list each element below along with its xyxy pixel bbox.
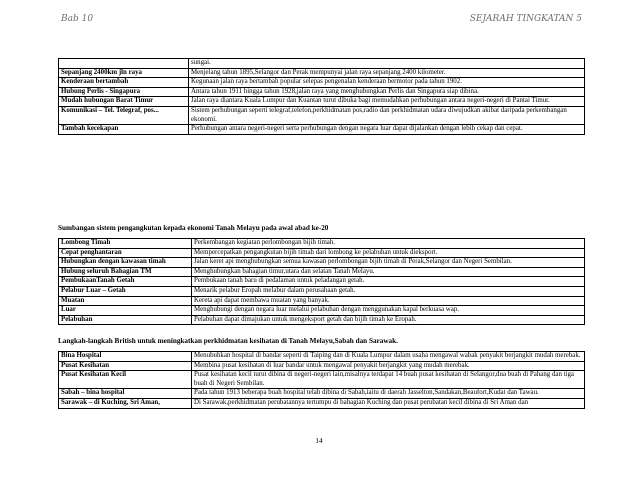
row-key: Hubung seluruh Bahagian TM	[59, 267, 192, 277]
table-row	[59, 97, 585, 107]
row-description: Jalan keret api menghubungkan semua kawasan perlombongan bijih timah di Perak,Selangor dan Negeri Sembilan.	[192, 258, 585, 268]
section-title-transport-economy: Sumbangan sistem pengangkutan kepada ekonomi Tanah Melayu pada awal abad ke-20	[58, 224, 329, 232]
row-description: sungai.	[189, 59, 585, 69]
row-key: Hubungkan dengan kawasan timah	[59, 258, 192, 268]
row-description: Perkembangan kegiatan perlombongan bijih timah.	[192, 239, 585, 249]
table-row	[59, 306, 585, 316]
header-subject: SEJARAH TINGKATAN 5	[469, 14, 582, 24]
table-row	[59, 78, 585, 88]
table-row	[59, 59, 585, 69]
header-chapter: Bab 10	[61, 14, 94, 24]
row-description: Kereta api dapat membawa muatan yang banyak.	[192, 296, 585, 306]
row-description: Pada tahun 1913 beberapa buah hospital telah dibina di Sabah,iaitu di daerah Jasselton,Sandakan,Beaufort,Kudat dan Tawau.	[192, 389, 585, 399]
row-description: Mempercepatkan pengangkutan bijih timah dari lombong ke pelabuhan untuk dieksport.	[192, 248, 585, 258]
row-key: Pusat Kesihatan Kecil	[59, 371, 192, 389]
table-row	[59, 125, 585, 135]
row-key: Cepat penghantaran	[59, 248, 192, 258]
row-key: Hubung Perlis - Singapura	[59, 87, 189, 97]
row-key: Bina Hospital	[59, 352, 192, 362]
table-row	[59, 352, 585, 362]
table-row	[59, 267, 585, 277]
row-key: Mudah hubungan Barat Timur	[59, 97, 189, 107]
table-row	[59, 87, 585, 97]
table-row	[59, 248, 585, 258]
table-row	[59, 296, 585, 306]
table-row	[59, 389, 585, 399]
row-description: Menghubungi dengan negara luar melalui pelabuhan dengan menggunakan kapal berkuasa wap.	[192, 306, 585, 316]
row-key: Pelabur Luar – Getah	[59, 286, 192, 296]
economy-table	[58, 238, 585, 325]
table-row	[59, 315, 585, 325]
row-description: Pusat kesihatan kecil turut dibina di negeri-negeri lain,misalnya terdapat 14 buah pusat kesihatan di Selangor,dua buah di Pahang dan tiga buah di Negeri Sembilan.	[192, 371, 585, 389]
row-key: Sabah – bina hospital	[59, 389, 192, 399]
row-key: PembukaanTanah Getah	[59, 277, 192, 287]
row-key: Lombong Timah	[59, 239, 192, 249]
page-number: 14	[315, 436, 323, 445]
row-description: Menjelang tahun 1895,Selangor dan Perak mempunyai jalan raya sepanjang 2400 kilometer.	[189, 68, 585, 78]
table-row	[59, 371, 585, 389]
row-description: Pembukaan tanah baru di pedalaman untuk peladangan getah.	[192, 277, 585, 287]
row-description: Menarik pelabur Eropah melabur dalam perusahaan getah.	[192, 286, 585, 296]
table-row	[59, 398, 585, 408]
health-table	[58, 351, 585, 409]
transport-table	[58, 58, 585, 135]
row-description: Antara tahun 1911 hingga tahun 1928,jalan raya yang menghubungkan Perlis dan Singapura siap dibina.	[189, 87, 585, 97]
row-key: Tambah kecekapan	[59, 125, 189, 135]
row-key: Kenderaan bertambah	[59, 78, 189, 88]
row-description: Sistem perhubungan seperti telegraf,telefon,perkhidmatan pos,radio dan perkhidmatan udara diwujudkan akibat daripada perkembangan ekonomi.	[189, 106, 585, 124]
row-key: Pelabuhan	[59, 315, 192, 325]
row-key: Sarawak – di Kuching, Sri Aman,	[59, 398, 192, 408]
row-key: Pusat Kesihatan	[59, 361, 192, 371]
row-description: Menubuhkan hospital di bandar seperti di Taiping dan di Kuala Lumpur dalam usaha mengawal wabak penyakit berjangkit mudah merebak.	[192, 352, 585, 362]
row-description: Kegunaan jalan raya bertambah popular selepas pengenalan kenderaan bermotor pada tahun 1902.	[189, 78, 585, 88]
table-row	[59, 68, 585, 78]
table-row	[59, 277, 585, 287]
table-row	[59, 361, 585, 371]
table-row	[59, 258, 585, 268]
row-description: Membina pusat kesihatan di luar bandar untuk mengawal penyakit berjangkit yang mudah merebak.	[192, 361, 585, 371]
row-key: Muatan	[59, 296, 192, 306]
row-description: Jalan raya diantara Kuala Lumpur dan Kuantan turut dibuka bagi memudahkan perhubungan antara negeri-negeri di Pantai Timur.	[189, 97, 585, 107]
table-row	[59, 106, 585, 124]
row-description: Di Sarawak,perkhidmatan perubatannya tertumpu di bahagian Kuching dan pusat perubatan kecil dibina di Sri Aman dan	[192, 398, 585, 408]
row-key	[59, 59, 189, 69]
table-row	[59, 286, 585, 296]
row-description: Menghubungkan bahagian timur,utara dan selatan Tanah Melayu.	[192, 267, 585, 277]
row-key: Luar	[59, 306, 192, 316]
row-key: Sepanjang 2400km jln raya	[59, 68, 189, 78]
row-description: Pelabuhan dapat dimajukan untuk mengeksport getah dan bijih timah ke Eropah.	[192, 315, 585, 325]
table-row	[59, 239, 585, 249]
row-description: Perhubungan antara negeri-negeri serta perhubungan dengan negara luar dapat dijalankan dengan lebih cekap dan cepat.	[189, 125, 585, 135]
section-title-health: Langkah-langkah British untuk meningkatkan perkhidmatan kesihatan di Tanah Melayu,Sabah dan Sarawak.	[58, 337, 398, 345]
row-key: Komunikasi – Tel. Telegraf, pos...	[59, 106, 189, 124]
